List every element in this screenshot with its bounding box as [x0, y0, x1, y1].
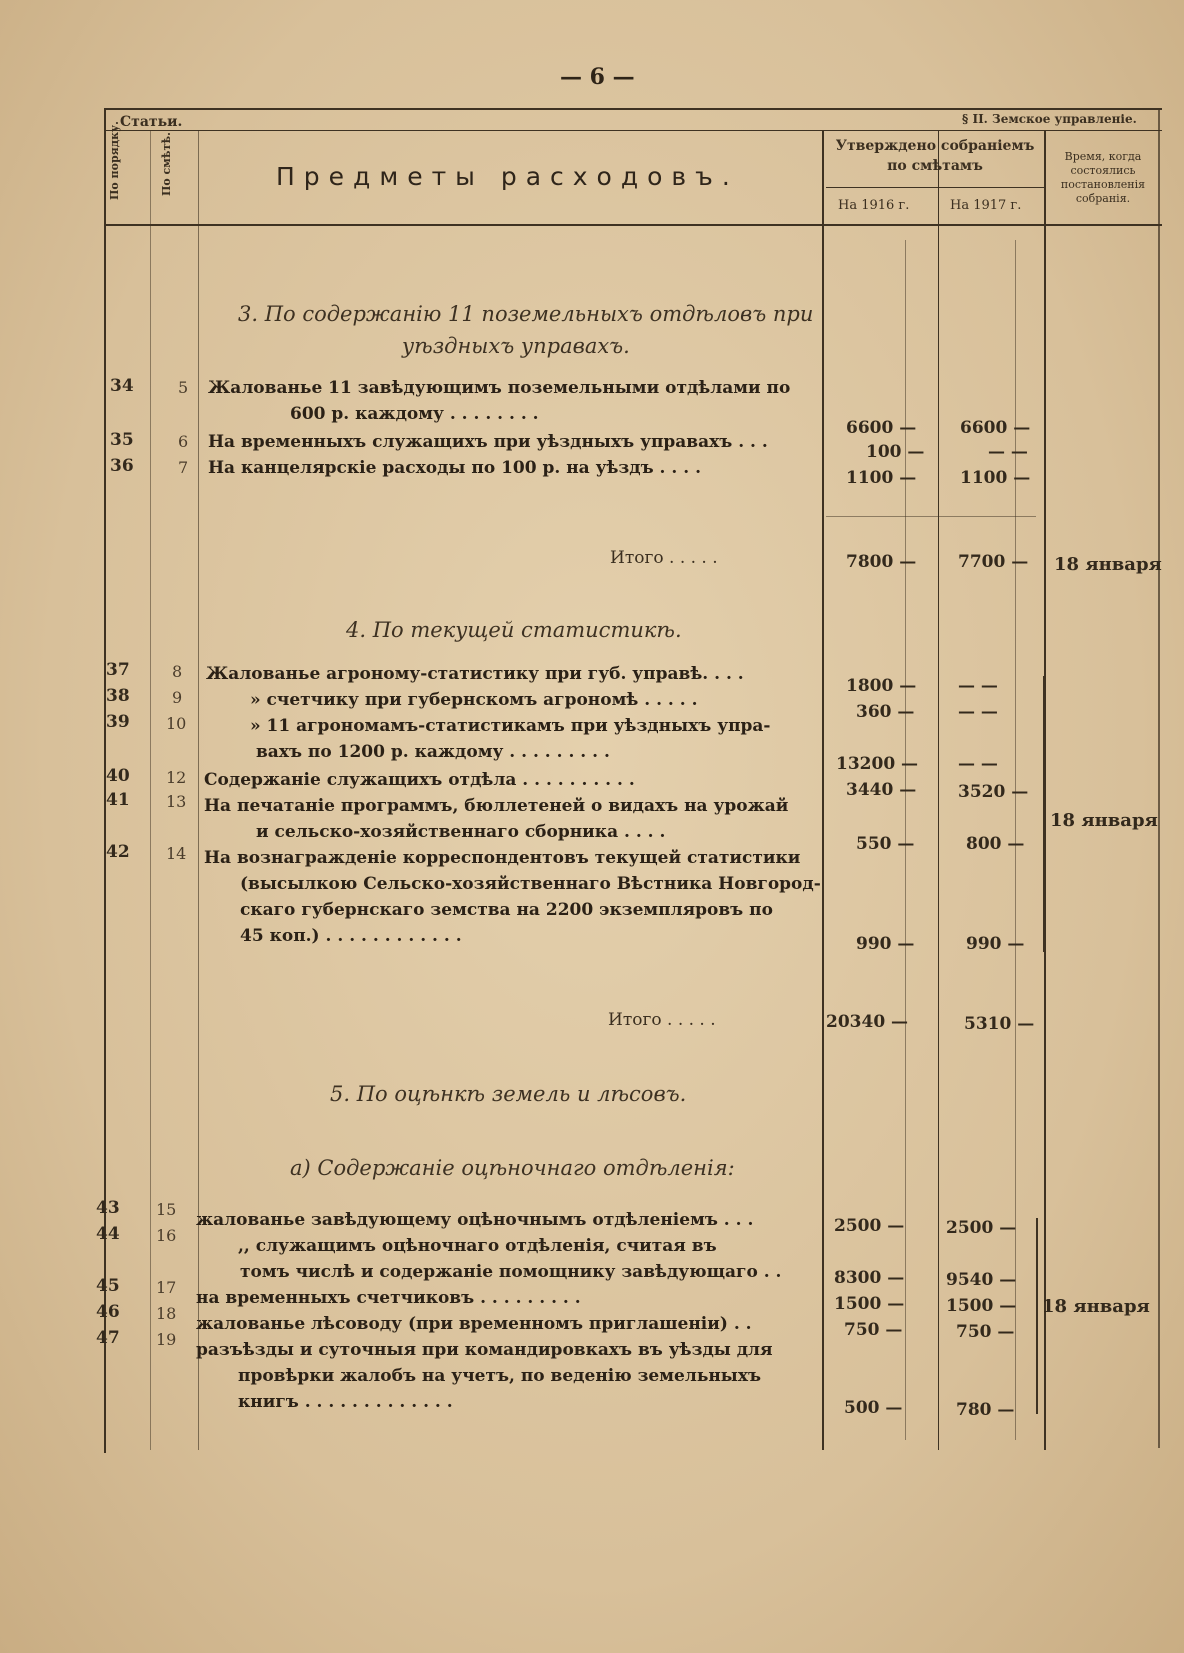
section-5-brace	[1036, 1218, 1038, 1414]
row-44-desc-2: томъ числѣ и содержаніе помощнику завѣдующаго . .	[240, 1262, 782, 1282]
row-35-1916: 100 —	[866, 442, 925, 462]
approved-header: Утверждено собраніемъ по смѣтамъ	[835, 138, 1035, 174]
row-42-desc-3: скаго губернскаго земства на 2200 экземпляровъ по	[240, 900, 773, 920]
section-3-total-label: Итого . . . . .	[610, 548, 718, 568]
row-44-1917: 9540 —	[946, 1270, 1017, 1290]
row-40-1916: 3440 —	[846, 780, 917, 800]
row-41-1917: 800 —	[966, 834, 1025, 854]
row-43-desc-1: жалованье завѣдующему оцѣночнымъ отдѣленіемъ . . .	[196, 1210, 754, 1230]
section-3-title-line2: уѣздныхъ управахъ.	[402, 334, 630, 358]
page-number: — 6 —	[560, 64, 635, 90]
row-34-estimate: 5	[178, 378, 189, 397]
row-42-desc-4: 45 коп.) . . . . . . . . . . . .	[240, 926, 462, 946]
row-40-1917: 3520 —	[958, 782, 1029, 802]
row-45-order: 45	[96, 1276, 120, 1296]
row-34-desc-2: 600 р. каждому . . . . . . . .	[290, 404, 539, 424]
row-36-estimate: 7	[178, 458, 189, 477]
section-5-date: 18 января	[1042, 1296, 1150, 1317]
row-36-desc-1: На канцелярскіе расходы по 100 р. на уѣздъ . . . .	[208, 458, 701, 478]
row-34-order: 34	[110, 376, 134, 396]
row-46-1916: 750 —	[844, 1320, 903, 1340]
row-37-order: 37	[106, 660, 130, 680]
row-41-estimate: 13	[166, 792, 187, 811]
section-4-total-label: Итого . . . . .	[608, 1010, 716, 1030]
row-46-estimate: 18	[156, 1304, 177, 1323]
section-3-total-1916: 7800 —	[846, 552, 917, 572]
row-39-1917: — —	[958, 754, 998, 774]
row-47-estimate: 19	[156, 1330, 177, 1349]
row-41-desc-2: и сельско-хозяйственнаго сборника . . . .	[256, 822, 666, 842]
row-43-order: 43	[96, 1198, 120, 1218]
row-43-1916: 2500 —	[834, 1216, 905, 1236]
col-order-header: По порядку.	[108, 121, 121, 200]
row-35-1917: — —	[988, 442, 1028, 462]
row-39-estimate: 10	[166, 714, 187, 733]
row-38-estimate: 9	[172, 688, 183, 707]
row-42-estimate: 14	[166, 844, 187, 863]
section-4-total-1917: 5310 —	[964, 1014, 1035, 1034]
row-37-1916: 1800 —	[846, 676, 917, 696]
row-39-desc-2: вахъ по 1200 р. каждому . . . . . . . . .	[256, 742, 610, 762]
row-39-desc-1: » 11 агрономамъ-статистикамъ при уѣздныхъ упра-	[250, 716, 771, 736]
row-42-desc-1: На вознагражденіе корреспондентовъ текущей статистики	[204, 848, 801, 868]
row-43-1917: 2500 —	[946, 1218, 1017, 1238]
row-44-estimate: 16	[156, 1226, 177, 1245]
row-42-order: 42	[106, 842, 130, 862]
row-35-estimate: 6	[178, 432, 189, 451]
row-42-1917: 990 —	[966, 934, 1025, 954]
row-47-desc-2: провѣрки жалобъ на учетъ, по веденію земельныхъ	[238, 1366, 762, 1386]
row-36-1917: 1100 —	[960, 468, 1031, 488]
section-4-brace	[1043, 676, 1045, 952]
row-47-1917: 780 —	[956, 1400, 1015, 1420]
section-5-title: 5. По оцѣнкѣ земель и лѣсовъ.	[330, 1082, 687, 1106]
row-47-desc-1: разъѣзды и суточныя при командировкахъ въ уѣзды для	[196, 1340, 773, 1360]
row-44-desc-1: ,, служащимъ оцѣночнаго отдѣленія, считая въ	[238, 1236, 717, 1256]
articles-label: Статьи.	[120, 114, 183, 130]
row-42-desc-2: (высылкою Сельско-хозяйственнаго Вѣстника Новгород-	[240, 874, 821, 894]
row-38-1917: — —	[958, 702, 998, 722]
row-46-order: 46	[96, 1302, 120, 1322]
row-47-order: 47	[96, 1328, 120, 1348]
section-4-title: 4. По текущей статистикѣ.	[346, 618, 682, 642]
row-45-estimate: 17	[156, 1278, 177, 1297]
row-40-desc-1: Содержаніе служащихъ отдѣла . . . . . . . . . .	[204, 770, 635, 790]
row-45-desc-1: на временныхъ счетчиковъ . . . . . . . . .	[196, 1288, 581, 1308]
col-estimate-header: По смѣтѣ.	[160, 132, 173, 196]
row-40-order: 40	[106, 766, 130, 786]
time-col-header: Время, когда состоялись постановленія собранія.	[1060, 150, 1146, 205]
row-40-estimate: 12	[166, 768, 187, 787]
row-44-1916: 8300 —	[834, 1268, 905, 1288]
row-35-order: 35	[110, 430, 134, 450]
row-44-order: 44	[96, 1224, 120, 1244]
row-34-1917: 6600 —	[960, 418, 1031, 438]
row-34-1916: 6600 —	[846, 418, 917, 438]
year-1917-header: На 1917 г.	[950, 198, 1022, 213]
row-38-desc-1: » счетчику при губернскомъ агрономѣ . . . . .	[250, 690, 698, 710]
section-4-total-1916: 20340 —	[826, 1012, 909, 1032]
row-37-1917: — —	[958, 676, 998, 696]
year-1916-header: На 1916 г.	[838, 198, 910, 213]
row-47-1916: 500 —	[844, 1398, 903, 1418]
row-46-1917: 750 —	[956, 1322, 1015, 1342]
row-39-order: 39	[106, 712, 130, 732]
row-46-desc-1: жалованье лѣсоводу (при временномъ приглашеніи) . .	[196, 1314, 752, 1334]
row-45-1916: 1500 —	[834, 1294, 905, 1314]
row-41-order: 41	[106, 790, 130, 810]
row-38-1916: 360 —	[856, 702, 915, 722]
row-41-desc-1: На печатаніе программъ, бюллетеней о видахъ на урожай	[204, 796, 789, 816]
row-41-1916: 550 —	[856, 834, 915, 854]
section-3-title-line1: 3. По содержанію 11 поземельныхъ отдѣловъ при	[238, 302, 814, 326]
row-36-1916: 1100 —	[846, 468, 917, 488]
row-39-1916: 13200 —	[836, 754, 919, 774]
row-37-estimate: 8	[172, 662, 183, 681]
section-4-date: 18 января	[1050, 810, 1158, 831]
section-label: § II. Земское управленіе.	[962, 112, 1137, 126]
row-35-desc-1: На временныхъ служащихъ при уѣздныхъ управахъ . . .	[208, 432, 768, 452]
row-42-1916: 990 —	[856, 934, 915, 954]
row-43-estimate: 15	[156, 1200, 177, 1219]
section-3-date: 18 января	[1054, 554, 1162, 575]
row-36-order: 36	[110, 456, 134, 476]
section-3-total-1917: 7700 —	[958, 552, 1029, 572]
row-45-1917: 1500 —	[946, 1296, 1017, 1316]
section-5a-title: а) Содержаніе оцѣночнаго отдѣленія:	[290, 1156, 735, 1180]
table-title: Предметы расходовъ.	[276, 162, 739, 191]
row-34-desc-1: Жалованье 11 завѣдующимъ поземельными отдѣлами по	[208, 378, 791, 398]
row-38-order: 38	[106, 686, 130, 706]
row-37-desc-1: Жалованье агроному-статистику при губ. управѣ. . . .	[206, 664, 744, 684]
row-47-desc-3: книгъ . . . . . . . . . . . . .	[238, 1392, 453, 1412]
